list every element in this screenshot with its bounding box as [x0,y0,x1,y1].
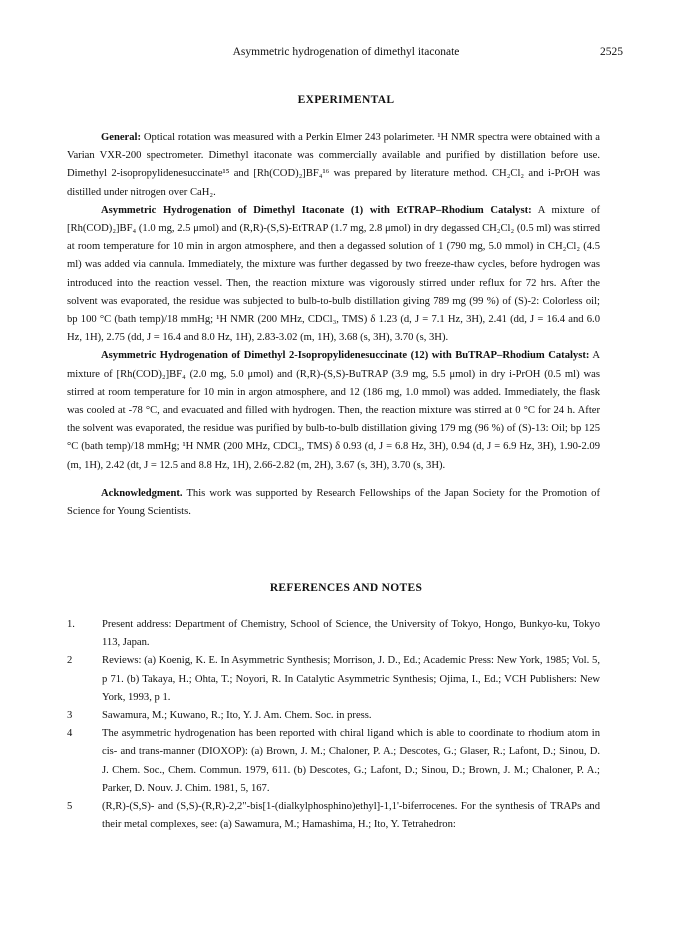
page-number: 2525 [600,46,623,58]
experimental-heading: EXPERIMENTAL [297,94,395,106]
reference-item [67,725,600,798]
procedure-2-label: Asymmetric Hydrogenation of Dimethyl 2-Isopropylidenesuccinate (12) with BuTRAP–Rhodium Catalyst: [101,350,590,362]
procedure-1-label: Asymmetric Hydrogenation of Dimethyl Itaconate (1) with EtTRAP–Rhodium Catalyst: [101,204,532,216]
references-list [67,616,600,834]
acknowledgment-text: This work was supported by Research Fellowships of the Japan Society for the Promotion of Science for Young Scientists. [67,487,600,518]
reference-item [67,798,600,834]
acknowledgment-label: Acknowledgment. [101,487,183,499]
reference-number: 3 [67,710,73,722]
procedure-2-text: A mixture of [Rh(COD)₂]BF₄ (2.0 mg, 5.0 μmol) and (R,R)-(S,S)-BuTRAP (3.9 mg, 5.5 μmol) in dry i-PrOH (0.5 ml) was stirred at room temperature for 10 min in argon atmosphere, and 12 (186 mg, 1.0 mmol) was added. Immediately, the flask was cooled at -78 °C, and evacuated and filled with hydrogen. Then, the reaction mixture was stirred at 0 °C for 24 h. After the solvent was evaporated, the residue was purified by bulb-to-bulb distillation giving 179 mg (96 %) of (S)-13: Oil; bp 125 °C (bath temp)/18 mmHg; ¹H NMR (200 MHz, CDCl₃, TMS) δ 0.93 (d, J = 6.8 Hz, 3H), 0.94 (d, J = 6.9 Hz, 3H), 1.90-2.09 (m, 1H), 2.42 (dt, J = 12.5 and 8.8 Hz, 1H), 2.66-2.82 (m, 2H), 3.67 (s, 3H), 3.70 (s, 3H). [67,350,600,471]
reference-number: 5 [67,801,73,813]
reference-text: Reviews: (a) Koenig, K. E. In Asymmetric Synthesis; Morrison, J. D., Ed.; Academic Press: New York, 1985; Vol. 5, p 71. (b) Takaya, H.; Ohta, T.; Noyori, R. In Catalytic Asymmetric Synthesis; Ojima, I., Ed.; VCH Publishers: New York, 1993, p 1. [102,655,600,703]
running-title: Asymmetric hydrogenation of dimethyl itaconate [232,46,460,58]
reference-item [67,652,600,707]
procedure-1-paragraph [67,202,600,348]
reference-text: Present address: Department of Chemistry, School of Science, the University of Tokyo, Hongo, Bunkyo-ku, Tokyo 113, Japan. [102,619,600,649]
reference-text: (R,R)-(S,S)- and (S,S)-(R,R)-2,2"-bis[1-(dialkylphosphino)ethyl]-1,1'-biferrocenes. For the synthesis of TRAPs and their metal complexes, see: (a) Sawamura, M.; Hamashima, H.; Ito, Y. Tetrahedron: [102,801,600,831]
references-heading: REFERENCES AND NOTES [269,582,423,594]
reference-number: 2 [67,655,73,667]
general-paragraph [67,129,600,202]
reference-number: 4 [67,728,73,740]
experimental-section [67,129,600,521]
reference-text: The asymmetric hydrogenation has been reported with chiral ligand which is able to coordinate to rhodium atom in cis- and trans-manner (DIOXOP): (a) Brown, J. M.; Chaloner, P. A.; Descotes, G.; Glaser, R.; Lafont, D.; Sinou, D. J. Chem. Soc., Chem. Commun. 1979, 611. (b) Descotes, G.; Lafont, D.; Sinou, D.; Brown, J. M.; Chaloner, P. A.; Parker, D. Nouv. J. Chim. 1981, 5, 167. [102,728,600,794]
procedure-2-paragraph [67,347,600,474]
acknowledgment-paragraph [67,485,600,521]
reference-item [67,707,600,725]
procedure-1-text: A mixture of [Rh(COD)₂]BF₄ (1.0 mg, 2.5 μmol) and (R,R)-(S,S)-EtTRAP (1.7 mg, 2.8 μmol) in dry degassed CH₂Cl₂ (0.5 ml) was stirred at room temperature for 10 min in argon atmosphere, and then a degassed solution of 1 (790 mg, 5.0 mmol) in CH₂Cl₂ (4.5 ml) was added via cannula. Immediately, the mixture was further degassed by two freeze-thaw cycles, before hydrogen was introduced into the reaction vessel. Then, the reaction mixture was vigorously stirred under reflux for 72 hrs. After the solvent was evaporated, the residue was subjected to bulb-to-bulb distillation giving 789 mg (99 %) of (S)-2: Colorless oil; bp 100 °C (bath temp)/18 mmHg; ¹H NMR (200 MHz, CDCl₃, TMS) δ 1.23 (d, J = 7.1 Hz, 3H), 2.41 (dd, J = 16.4 and 6.0 Hz, 1H), 2.75 (dd, J = 16.4 and 8.0 Hz, 1H), 2.83-3.02 (m, 1H), 3.68 (s, 3H), 3.70 (s, 3H). [67,204,600,344]
reference-item [67,616,600,652]
reference-text: Sawamura, M.; Kuwano, R.; Ito, Y. J. Am. Chem. Soc. in press. [102,710,372,722]
general-text: Optical rotation was measured with a Perkin Elmer 243 polarimeter. ¹H NMR spectra were obtained with a Varian VXR-200 spectrometer. Dimethyl itaconate was commercially available and purified by distillation before use. Dimethyl 2-isopropylidenesuccinate¹⁵ and [Rh(COD)₂]BF₄¹⁶ was prepared by literature method. CH₂Cl₂ and i-PrOH was distilled under nitrogen over CaH₂. [67,132,600,198]
general-label: General: [101,132,142,143]
reference-number: 1. [67,619,75,630]
